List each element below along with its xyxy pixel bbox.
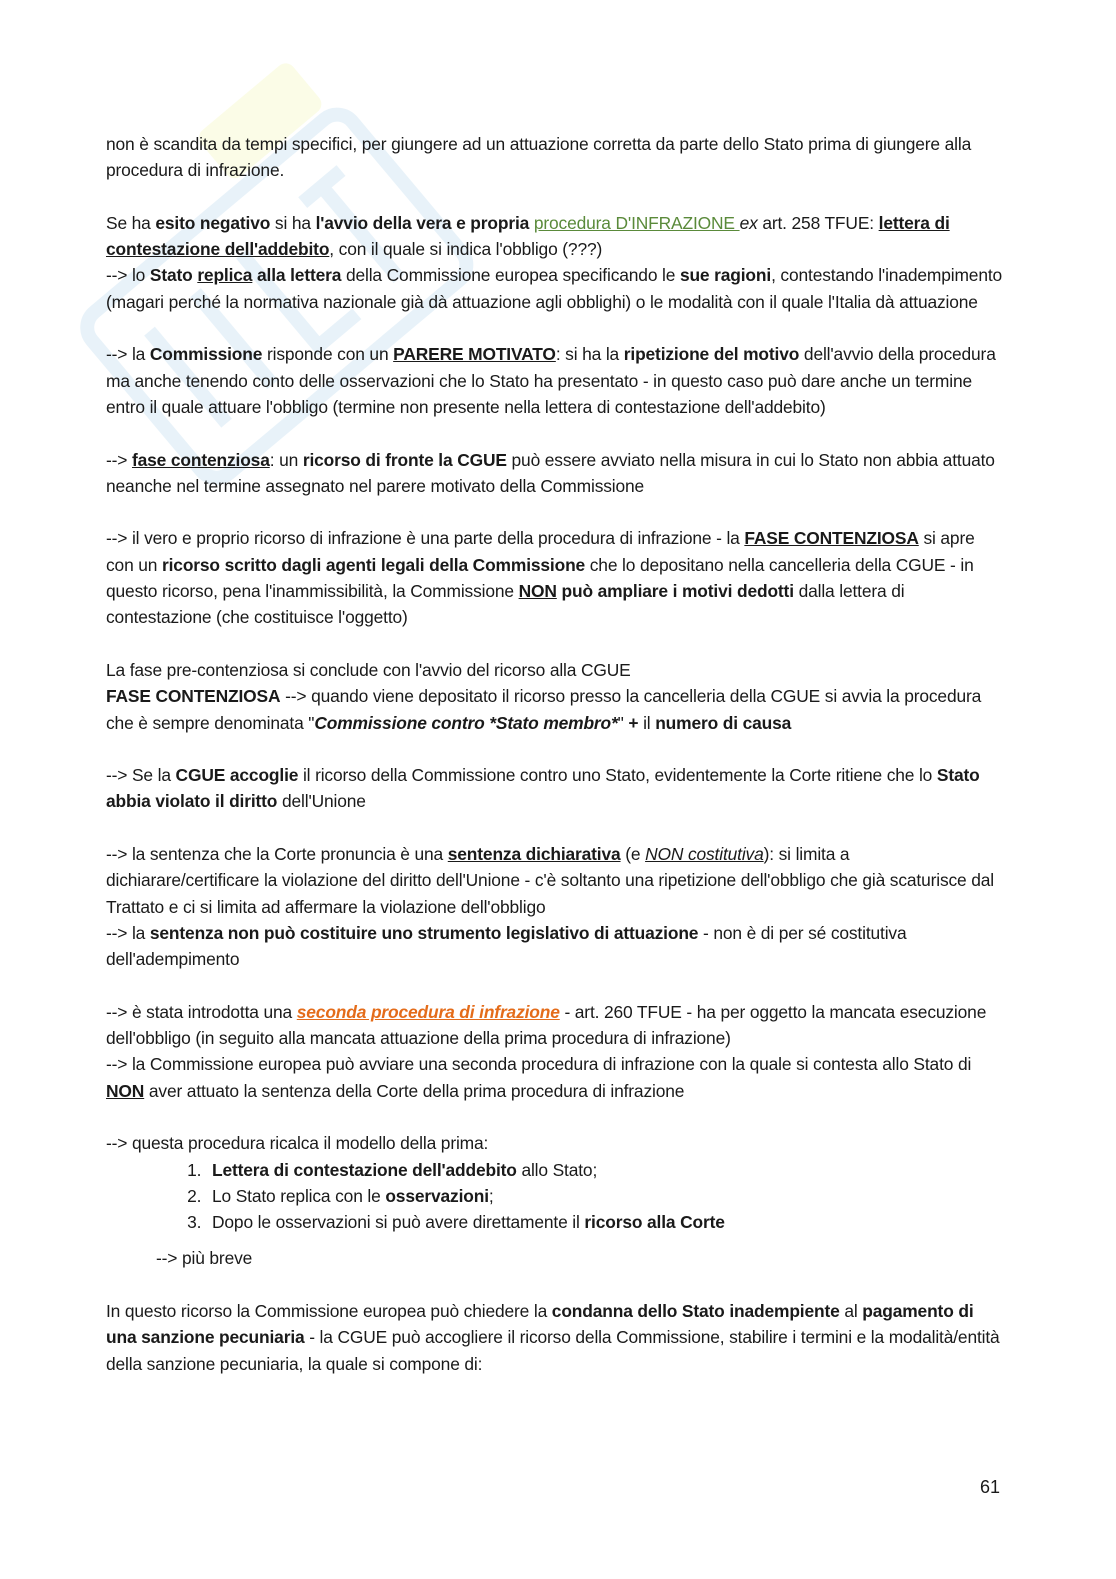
- document-body: [106, 131, 1006, 1377]
- list-item: 3. Dopo le osservazioni si può avere direttamente il ricorso alla Corte: [206, 1209, 1006, 1235]
- page-number: 61: [980, 1477, 1001, 1497]
- procedure-steps-list: [106, 1157, 1006, 1236]
- paragraph-6: FASE CONTENZIOSA --> quando viene depositato il ricorso presso la cancelleria della CGUE si avvia la procedura che è sempre denominata "Commissione contro *Stato membro*" + il numero di causa: [106, 686, 982, 733]
- procedura-infrazione-link[interactable]: procedura D'INFRAZIONE: [533, 212, 740, 233]
- paragraph-3: --> la Commissione risponde con un PARERE MOTIVATO: si ha la ripetizione del motivo dell'avvio della procedura ma anche tenendo conto delle osservazioni che lo Stato ha presentato - in questo caso può dare anche un termine entro il quale attuare l'obbligo (termine non presente nella lettera di contestazione dell'addebito): [106, 344, 996, 417]
- paragraph-2-reply: --> lo Stato replica alla lettera della Commissione europea specificando le sue ragioni, contestando l'inadempimento (magari perché la normativa nazionale già dà attuazione agli obblighi) o le modalità con il quale l'Italia dà attuazione: [106, 265, 1003, 312]
- paragraph-8: --> la sentenza che la Corte pronuncia è una sentenza dichiarativa (e NON costitutiva): si limita a dichiarare/certificare la violazione del diritto dell'Unione - c'è soltanto una ripetizione dell'obbligo che già scaturisce dal Trattato e ci si limita ad affermare la violazione dell'obbligo: [106, 844, 994, 917]
- paragraph-1: non è scandita da tempi specifici, per giungere ad un attuazione corretta da parte dello Stato prima di giungere alla procedura di infrazione.: [106, 134, 972, 181]
- paragraph-11: In questo ricorso la Commissione europea può chiedere la condanna dello Stato inadempiente al pagamento di una sanzione pecuniaria - la CGUE può accogliere il ricorso della Commissione, stabilire i termini e la modalità/entità della sanzione pecuniaria, la quale si compone di:: [106, 1301, 1000, 1374]
- list-item: 1. Lettera di contestazione dell'addebito allo Stato;: [206, 1157, 1006, 1183]
- paragraph-4: --> fase contenziosa: un ricorso di fronte la CGUE può essere avviato nella misura in cui lo Stato non abbia attuato neanche nel termine assegnato nel parere motivato della Commissione: [106, 449, 995, 496]
- paragraph-9: --> è stata introdotta una seconda procedura di infrazione - art. 260 TFUE - ha per oggetto la mancata esecuzione dell'obbligo (in seguito alla mancata attuazione della prima procedura di infrazione): [106, 1001, 987, 1049]
- paragraph-9-b: --> la Commissione europea può avviare una seconda procedura di infrazione con la quale si contesta allo Stato di NON aver attuato la sentenza della Corte della prima procedura di infrazione: [106, 1054, 972, 1101]
- paragraph-8-b: --> la sentenza non può costituire uno strumento legislativo di attuazione - non è di per sé costitutiva dell'adempimento: [106, 922, 907, 970]
- paragraph-10-after: --> più breve: [156, 1248, 253, 1269]
- paragraph-6-line1: La fase pre-contenziosa si conclude con l'avvio del ricorso alla CGUE: [106, 659, 631, 680]
- paragraph-10-intro: --> questa procedura ricalca il modello della prima:: [106, 1133, 489, 1154]
- list-item: 2. Lo Stato replica con le osservazioni;: [206, 1183, 1006, 1209]
- paragraph-2: Se ha esito negativo si ha l'avvio della vera e propria procedura D'INFRAZIONE ex art. 258 TFUE: lettera di contestazione dell'addebito, con il quale si indica l'obbligo (???): [106, 212, 950, 260]
- seconda-procedura-link[interactable]: seconda procedura di infrazione: [296, 1001, 560, 1022]
- paragraph-7: --> Se la CGUE accoglie il ricorso della Commissione contro uno Stato, evidentemente la Corte ritiene che lo Stato abbia violato il diritto dell'Unione: [106, 765, 980, 812]
- paragraph-5: --> il vero e proprio ricorso di infrazione è una parte della procedura di infrazione - la FASE CONTENZIOSA si apre con un ricorso scritto dagli agenti legali della Commissione che lo depositano nella cancelleria della CGUE - in questo ricorso, pena l'inammissibilità, la Commissione NON può ampliare i motivi dedotti dalla lettera di contestazione (che costituisce l'oggetto): [106, 528, 975, 628]
